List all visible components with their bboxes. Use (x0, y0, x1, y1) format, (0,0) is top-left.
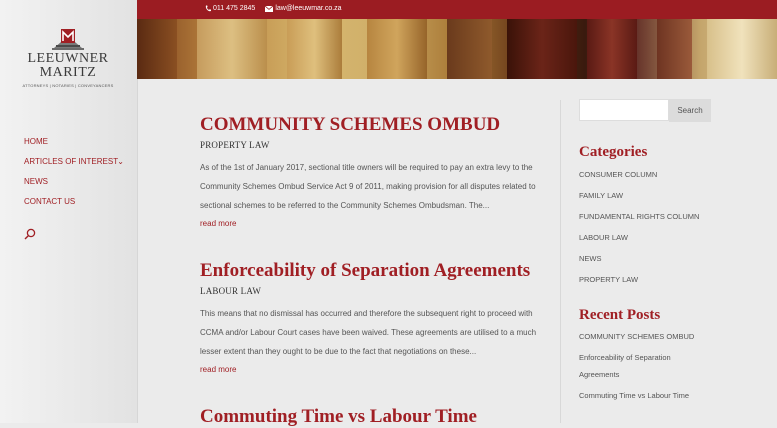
nav-item-contact[interactable] (24, 196, 124, 216)
category-link[interactable]: LABOUR LAW (579, 233, 628, 242)
search-widget (579, 99, 719, 122)
book-spine (367, 19, 427, 79)
post-item (200, 260, 540, 374)
search-icon[interactable] (24, 228, 36, 240)
hero-image (137, 19, 777, 79)
nav-item-label: NEWS (24, 177, 48, 186)
post-title[interactable]: Enforceability of Separation Agreements (200, 260, 531, 281)
book-spine (657, 19, 692, 79)
email-link[interactable] (265, 5, 341, 12)
post-title[interactable]: Commuting Time vs Labour Time (200, 406, 477, 427)
category-link[interactable]: FUNDAMENTAL RIGHTS COLUMN (579, 212, 700, 221)
book-spine (507, 19, 577, 79)
recent-post-link[interactable]: Enforceability of Separation Agreements (579, 353, 671, 379)
categories-title: Categories (579, 144, 648, 160)
nav-item-home[interactable] (24, 136, 124, 156)
phone-number: 011 475 2845 (213, 5, 256, 12)
search-input[interactable] (579, 99, 669, 121)
post-category[interactable]: PROPERTY LAW (200, 140, 270, 150)
chevron-down-icon[interactable]: ⌄ (117, 157, 124, 166)
read-more-link[interactable]: read more (200, 219, 237, 228)
book-spine (137, 19, 177, 79)
logo-tagline: ATTORNEYS | NOTARIES | CONVEYANCERS (22, 83, 114, 88)
category-link[interactable]: NEWS (579, 254, 602, 263)
logo-line1: LEEUWNER (27, 51, 109, 66)
category-link[interactable]: PROPERTY LAW (579, 275, 639, 284)
column-divider (560, 100, 561, 423)
post-excerpt: This means that no dismissal has occurred and therefore the subsequent right to proceed with CCMA and/or Labour Court cases have been waived. These agreements are utilised to a much lesser extent than they ought to be due to the fact that negotiations on these... (200, 309, 537, 356)
left-sidebar (0, 0, 138, 423)
book-spine (287, 19, 342, 79)
search-button[interactable]: Search (669, 99, 711, 122)
nav-item-label: HOME (24, 137, 48, 146)
recent-post-link[interactable]: COMMUNITY SCHEMES OMBUD (579, 332, 695, 341)
categories-list (579, 165, 719, 289)
book-spine (707, 19, 777, 79)
nav-item-news[interactable] (24, 176, 124, 196)
recent-posts-title: Recent Posts (579, 307, 661, 323)
right-sidebar (579, 99, 719, 408)
post-item (200, 406, 540, 428)
main-nav (24, 136, 124, 216)
phone-link[interactable] (205, 5, 255, 12)
category-link[interactable]: CONSUMER COLUMN (579, 170, 658, 179)
logo-mark-icon (50, 26, 86, 52)
logo[interactable] (22, 26, 114, 88)
phone-icon (205, 5, 211, 12)
nav-item-label: CONTACT US (24, 197, 76, 206)
book-spine (587, 19, 637, 79)
email-address: law@leeuwmar.co.za (275, 5, 342, 12)
read-more-link[interactable]: read more (200, 365, 237, 374)
nav-item-label: ARTICLES OF INTEREST (24, 157, 119, 166)
top-bar (137, 0, 777, 19)
recent-posts-list (579, 328, 719, 404)
category-link[interactable]: FAMILY LAW (579, 191, 624, 200)
logo-line2: MARITZ (39, 65, 97, 80)
envelope-icon (265, 6, 273, 12)
recent-post-link[interactable]: Commuting Time vs Labour Time (579, 391, 690, 400)
post-excerpt: As of the 1st of January 2017, sectional title owners will be required to pay an extra levy to the Community Schemes Ombud Service Act 9 of 2011, making provision for all disputes related to sectional schemes to be referred to the Community Schemes Ombudsman. The... (200, 163, 536, 210)
nav-item-articles[interactable] (24, 156, 124, 176)
book-spine (197, 19, 267, 79)
book-spine (447, 19, 492, 79)
post-item (200, 114, 540, 228)
post-category[interactable]: LABOUR LAW (200, 286, 262, 296)
post-title[interactable]: COMMUNITY SCHEMES OMBUD (200, 114, 501, 135)
